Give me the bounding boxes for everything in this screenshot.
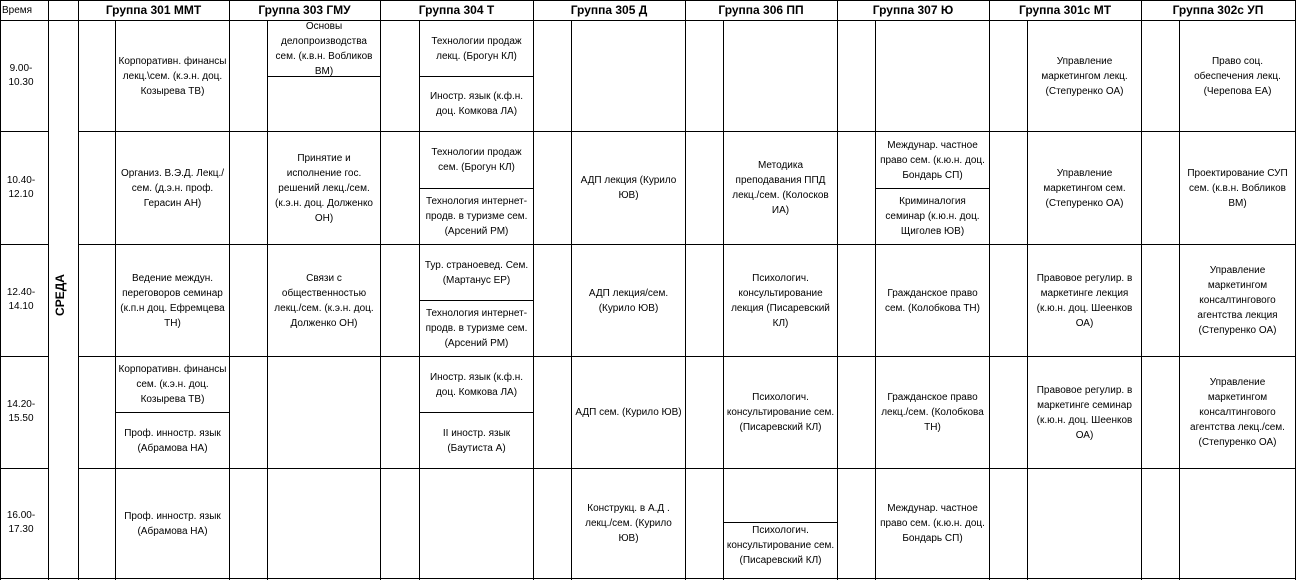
time-slot-5: 16.00- 17.30 xyxy=(6,510,36,535)
class-cell: Гражданское право сем. (Колобкова ТН) xyxy=(885,287,980,314)
class-cell: Управление маркетингом лекц. (Степуренко ОА) xyxy=(1041,55,1128,97)
time-slot-1: 9.00- 10.30 xyxy=(8,63,34,88)
class-cell: Иностр. язык (к.ф.н. доц. Комкова ЛА) xyxy=(429,91,524,117)
class-cell: Принятие и исполнение гос. решений лекц./сем. (к.э.н. доц. Долженко ОН) xyxy=(274,152,373,224)
class-cell: Психологич. консультирование сем. (Писаревский КЛ) xyxy=(726,525,835,566)
class-cell: Тур. страноевед. Сем. (Мартанус ЕР) xyxy=(424,259,529,286)
class-cell: Технология интернет-продв. в туризме сем. (Арсений РМ) xyxy=(425,196,528,237)
class-cell: Основы делопроизводства сем. (к.в.н. Вобликов ВМ) xyxy=(275,21,373,76)
class-cell: Корпоративн. финансы лекц.\сем. (к.э.н. доц. Козырева ТВ) xyxy=(118,55,227,97)
class-cell: Проф. инностр. язык (Абрамова НА) xyxy=(124,510,221,537)
class-cell: II иностр. язык (Баутиста А) xyxy=(442,427,511,454)
group-header-305-d: Группа 305 Д xyxy=(570,3,648,17)
class-cell: АДП сем. (Курило ЮВ) xyxy=(575,407,682,418)
time-slot-2: 10.40- 12.10 xyxy=(6,175,36,200)
group-header-301s-mt: Группа 301с МТ xyxy=(1018,3,1112,17)
class-cell: Управление маркетингом консалтингового агентства лекц./сем. (Степуренко ОА) xyxy=(1190,377,1285,448)
class-cell: Иностр. язык (к.ф.н. доц. Комкова ЛА) xyxy=(429,371,524,398)
class-cell: Проектирование СУП сем. (к.в.н. Вобликов ВМ) xyxy=(1187,167,1288,209)
class-cell: Междунар. частное право сем. (к.ю.н. доц. Бондарь СП) xyxy=(880,503,985,544)
class-cell: АДП лекция/сем. (Курило ЮВ) xyxy=(588,287,669,314)
class-cell: Методика преподавания ППД лекц./сем. (Колосков ИА) xyxy=(732,160,829,216)
class-cell: Право соц. обеспечения лекц. (Черепова ЕА) xyxy=(1194,55,1281,97)
class-cell: Конструкц. в А.Д . лекц./сем. (Курило ЮВ) xyxy=(585,503,672,544)
class-cell: Управление маркетингом сем. (Степуренко ОА) xyxy=(1043,167,1126,209)
class-cell: Криминалогия семинар (к.ю.н. доц. Щиголев ЮВ) xyxy=(885,196,980,237)
class-cell: Правовое регулир. в маркетинге семинар (к.ю.н. доц. Шеенков ОА) xyxy=(1036,384,1133,441)
group-header-301-mmt: Группа 301 ММТ xyxy=(105,3,202,17)
group-header-302s-up: Группа 302с УП xyxy=(1172,3,1264,17)
class-cell: Ведение междун. переговоров семинар (к.п.н доц. Ефремцева ТН) xyxy=(120,272,225,329)
class-cell: Связи с общественностью лекц./сем. (к.э.н. доц. Долженко ОН) xyxy=(274,272,374,329)
class-cell: Психологич. консультирование сем. (Писаревский КЛ) xyxy=(726,392,835,433)
class-cell: Организ. В.Э.Д. Лекц./сем. (д.э.н. проф. Герасин АН) xyxy=(120,167,225,209)
class-cell: Технологии продаж сем. (Брогун КЛ) xyxy=(431,147,522,173)
class-cell: Проф. инностр. язык (Абрамова НА) xyxy=(124,427,221,454)
time-slot-4: 14.20- 15.50 xyxy=(6,399,36,424)
group-header-304-t: Группа 304 Т xyxy=(418,3,495,17)
group-header-307-yu: Группа 307 Ю xyxy=(872,3,954,17)
day-label: СРЕДА xyxy=(53,274,68,316)
time-slot-3: 12.40- 14.10 xyxy=(6,287,36,312)
class-cell: Технологии продаж лекц. (Брогун КЛ) xyxy=(431,35,522,62)
time-column-header: Время xyxy=(2,5,33,16)
group-header-306-pp: Группа 306 ПП xyxy=(718,3,804,17)
class-cell: АДП лекция (Курило ЮВ) xyxy=(580,175,677,201)
class-cell: Управление маркетингом консалтингового агентства лекция (Степуренко ОА) xyxy=(1197,265,1278,336)
class-cell: Корпоративн. финансы сем. (к.э.н. доц. Козырева ТВ) xyxy=(118,364,227,405)
class-cell: Междунар. частное право сем. (к.ю.н. доц. Бондарь СП) xyxy=(880,139,985,181)
class-cell: Гражданское право лекц./сем. (Колобкова ТН) xyxy=(881,392,984,433)
class-cell: Правовое регулир. в маркетинге лекция (к.ю.н. доц. Шеенков ОА) xyxy=(1036,272,1133,329)
group-header-303-gmu: Группа 303 ГМУ xyxy=(258,3,351,17)
class-cell: Психологич. консультирование лекция (Писаревский КЛ) xyxy=(731,272,830,329)
class-cell: Технология интернет-продв. в туризме сем. (Арсений РМ) xyxy=(425,308,528,349)
